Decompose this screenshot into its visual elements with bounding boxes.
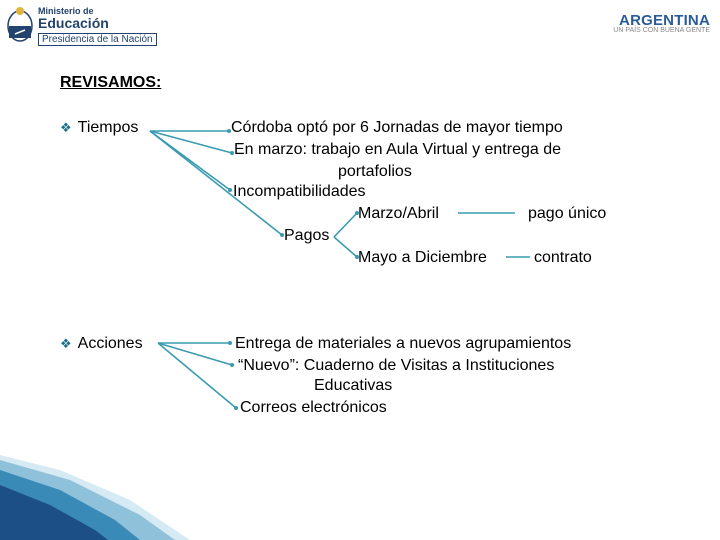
tiempos-line-1: Córdoba optó por 6 Jornadas de mayor tiempo (231, 119, 563, 136)
ministry-subtitle: Presidencia de la Nación (38, 33, 157, 46)
pagos-contrato: contrato (534, 249, 592, 266)
acciones-line-3: Educativas (314, 377, 393, 394)
ministry-small-label: Ministerio de (38, 6, 94, 16)
tiempos-label: Tiempos (77, 119, 139, 136)
diamond-bullet-icon: ❖ (60, 336, 72, 351)
acciones-line-2: “Nuevo”: Cuaderno de Visitas a Instituciones (238, 357, 555, 374)
tiempos-line-4: Incompatibilidades (233, 183, 366, 200)
bullet-acciones (60, 335, 143, 353)
pagos-mayo: Mayo a Diciembre (358, 249, 487, 266)
diamond-bullet-icon: ❖ (60, 120, 72, 135)
ministry-title: Educación (38, 15, 109, 31)
tiempos-line-2: En marzo: trabajo en Aula Virtual y entrega de (234, 141, 562, 158)
acciones-label: Acciones (77, 335, 143, 352)
argentina-title: ARGENTINA (619, 12, 710, 29)
pagos-pago-unico: pago único (528, 205, 607, 222)
acciones-line-1: Entrega de materiales a nuevos agrupamientos (235, 335, 572, 352)
tiempos-line-3: portafolios (338, 163, 412, 180)
pagos-marzo: Marzo/Abril (358, 205, 439, 222)
argentina-slogan: UN PAÍS CON BUENA GENTE (613, 27, 710, 34)
pagos-label: Pagos (284, 227, 330, 244)
acciones-line-4: Correos electrónicos (240, 399, 387, 416)
bullet-tiempos (60, 119, 138, 137)
page-heading: REVISAMOS: (60, 74, 162, 91)
